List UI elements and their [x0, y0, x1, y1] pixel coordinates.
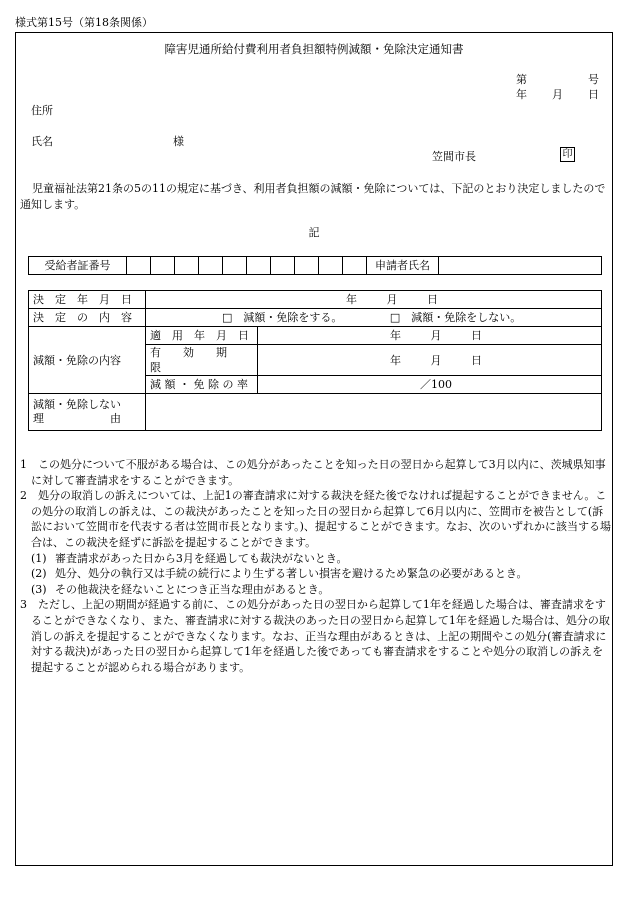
- date-year: 年: [516, 88, 527, 101]
- form-id: 様式第15号（第18条関係）: [15, 16, 153, 29]
- option-deny-checkbox[interactable]: □ 減額・免除をしない。: [389, 311, 522, 324]
- apply-day: 日: [471, 329, 482, 342]
- reason-label-line1: 減額・免除しない: [33, 398, 121, 411]
- sub-2-number: (2): [31, 567, 47, 581]
- sub-3-text: その他裁決を経ないことにつき正当な理由があるとき。: [55, 582, 330, 596]
- applicant-name-label: 申請者氏名: [367, 257, 439, 275]
- recipient-number-digit[interactable]: [247, 257, 271, 275]
- reason-label: [29, 394, 146, 431]
- decision-content-field: [146, 309, 602, 327]
- number-suffix: 号: [588, 73, 599, 86]
- date-month: 月: [552, 88, 563, 101]
- validity-field[interactable]: [258, 345, 602, 376]
- option-grant-checkbox[interactable]: □ 減額・免除をする。: [222, 311, 343, 324]
- reason-label-line2: 理 由: [33, 412, 121, 425]
- note-1: 1 この処分について不服がある場合は、この処分があったことを知った日の翌日から起算して3月以内に、茨城県知事に対して審査請求をすることができます。: [20, 458, 606, 487]
- name-label: 氏名: [31, 135, 53, 148]
- validity-month: 月: [430, 353, 442, 367]
- apply-date-field[interactable]: [258, 327, 602, 345]
- note-2-sub-1: [20, 551, 612, 567]
- seal-box: 印: [560, 147, 575, 162]
- sub-2-text: 処分、処分の執行又は手続の続行により生ずる著しい損害を避けるため緊急の必要があるとき。: [55, 567, 528, 581]
- issuer: 笠間市長: [432, 150, 476, 163]
- decision-day: 日: [427, 293, 438, 306]
- apply-year: 年: [390, 329, 401, 342]
- decision-date-label: 決 定 年 月 日: [29, 291, 146, 309]
- recipient-number-digit[interactable]: [199, 257, 223, 275]
- decision-month: 月: [386, 293, 398, 306]
- rate-value: ／100: [420, 378, 452, 391]
- validity-label: 有 効 期 限: [146, 345, 258, 376]
- reduction-content-label: 減額・免除の内容: [29, 327, 146, 394]
- number-prefix: 第: [516, 73, 527, 86]
- apply-date-label: 適 用 年 月 日: [146, 327, 258, 345]
- validity-year: 年: [390, 353, 401, 367]
- recipient-number-digit[interactable]: [175, 257, 199, 275]
- notes: [20, 457, 612, 675]
- document-title: 障害児通所給付費利用者負担額特例減額・免除決定通知書: [164, 42, 464, 56]
- date-day: 日: [588, 88, 599, 101]
- decision-table: [28, 290, 602, 431]
- reason-field[interactable]: [146, 394, 602, 431]
- body-text: 児童福祉法第21条の5の11の規定に基づき、利用者負担額の減額・免除については、下記のとおり決定しましたので通知します。: [20, 182, 606, 211]
- apply-month: 月: [430, 329, 442, 342]
- honorific: 様: [173, 135, 184, 148]
- ki-label: 記: [308, 226, 320, 239]
- note-2: 2 処分の取消しの訴えについては、上記1の審査請求に対する裁決を経た後でなければ提起することができません。この処分の取消しの訴えは、この裁決があったことを知った日の翌日から起算して6月以内に、笠間市を被告として(訴訟において笠間市を代表する者は笠間市長となります。)、提起することができます。なお、次のいずれかに該当する場合は、この裁決を経ずに訴訟を提起することができます。: [20, 489, 612, 549]
- decision-content-label: 決 定 の 内 容: [29, 309, 146, 327]
- document-frame: [15, 32, 613, 866]
- recipient-number-digit[interactable]: [223, 257, 247, 275]
- sub-1-number: (1): [31, 551, 47, 565]
- recipient-number-digit[interactable]: [343, 257, 367, 275]
- address-label: 住所: [31, 104, 53, 117]
- recipient-number-digit[interactable]: [127, 257, 151, 275]
- note-3: 3 ただし、上記の期間が経過する前に、この処分があった日の翌日から起算して1年を経過した場合は、審査請求をすることができなくなり、また、審査請求に対する裁決のあった日の翌日から起算して1年を経過した場合は、処分の取消しの訴えを提起することができなくなります。なお、正当な理由があるときは、上記の期間やこの処分(審査請求に対する裁決)があった日の翌日から起算して1年を経過した後であっても審査請求をすることや処分の取消しの訴えを提起することが認められる場合があります。: [20, 598, 610, 674]
- note-2-sub-2: [20, 566, 612, 582]
- validity-day: 日: [471, 353, 482, 367]
- rate-label: 減 額 ・ 免 除 の 率: [146, 376, 258, 394]
- recipient-number-label: 受給者証番号: [29, 257, 127, 275]
- applicant-name-field[interactable]: [439, 257, 602, 275]
- sub-3-number: (3): [31, 582, 47, 596]
- recipient-number-digit[interactable]: [151, 257, 175, 275]
- sub-1-text: 審査請求があった日から3月を経過しても裁決がないとき。: [55, 551, 348, 565]
- recipient-number-digit[interactable]: [319, 257, 343, 275]
- decision-date-field[interactable]: [146, 291, 602, 309]
- recipient-number-digit[interactable]: [295, 257, 319, 275]
- recipient-number-digit[interactable]: [271, 257, 295, 275]
- decision-year: 年: [346, 293, 357, 306]
- rate-field[interactable]: [258, 376, 602, 394]
- id-table: [28, 256, 602, 275]
- note-2-sub-3: [20, 582, 612, 598]
